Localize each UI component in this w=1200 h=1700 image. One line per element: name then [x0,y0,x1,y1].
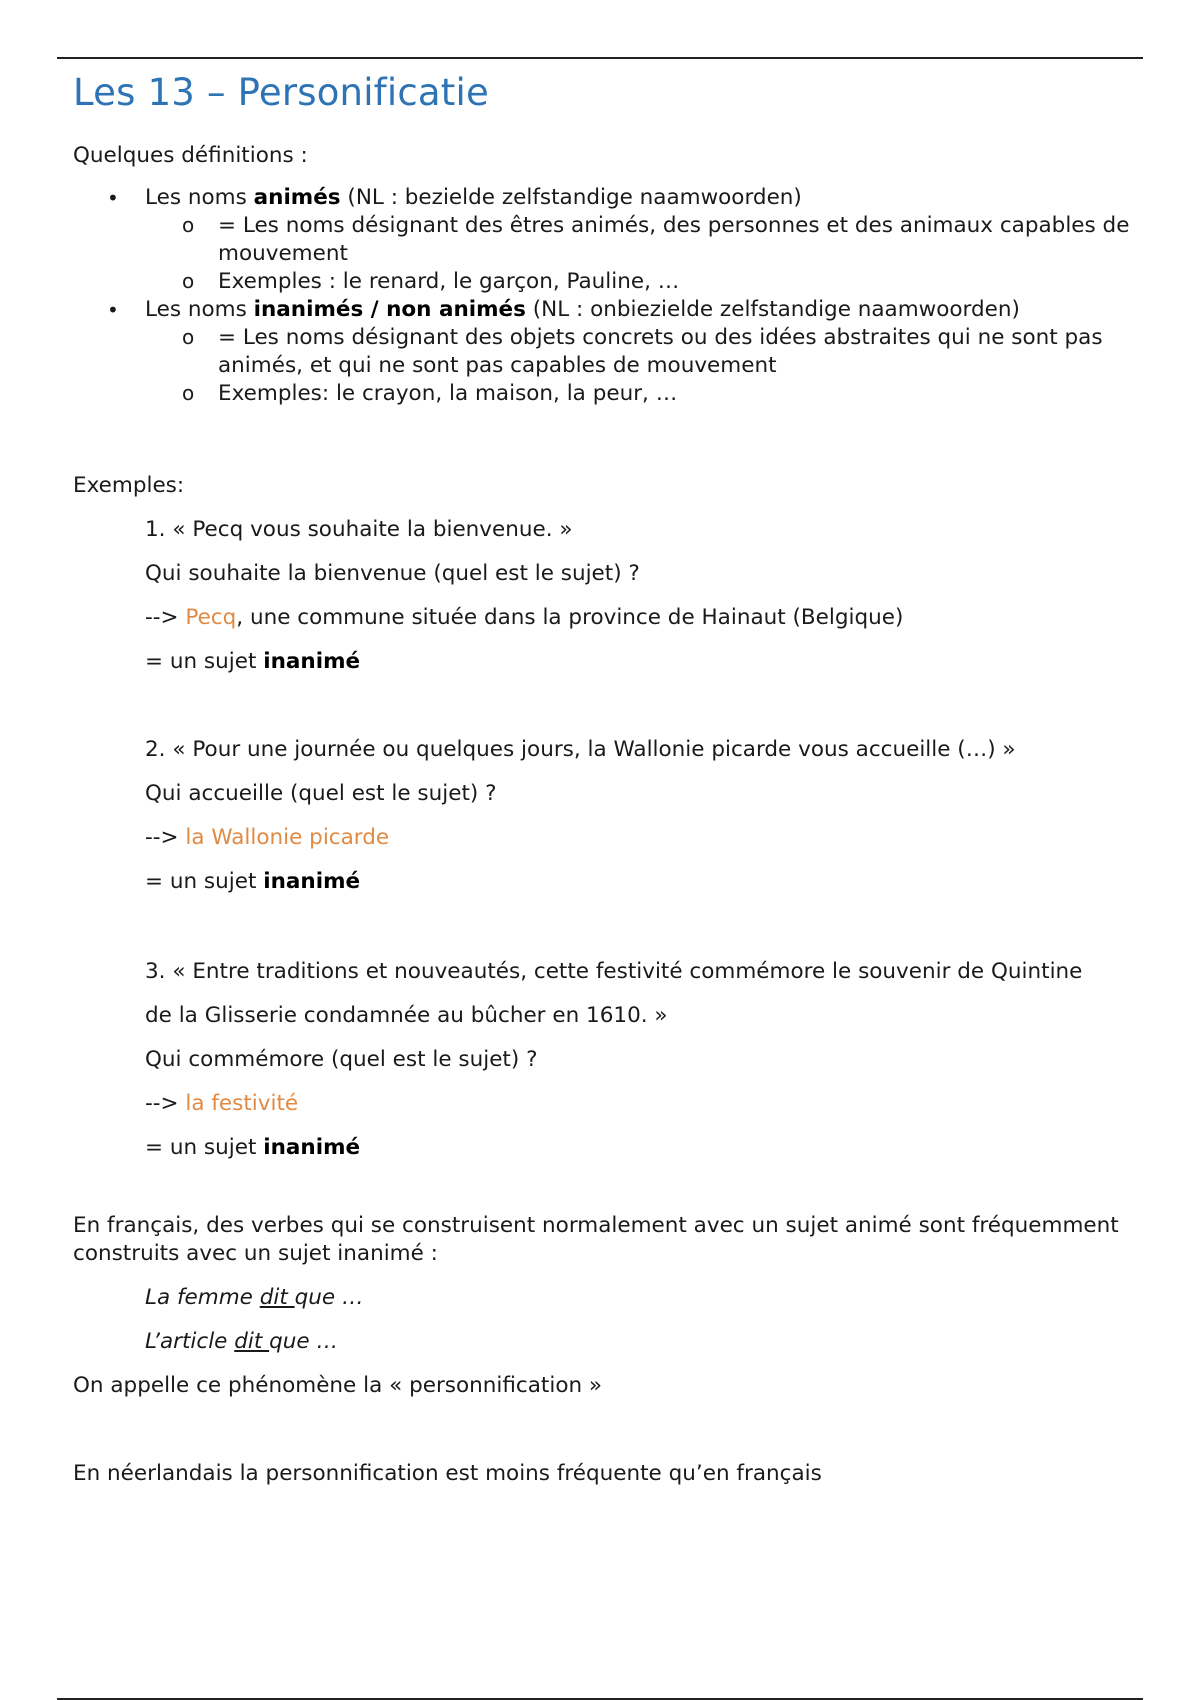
example-quote: 3. « Entre traditions et nouveautés, cette festivité commémore le souvenir de Quintine [145,959,1083,984]
example-result: = un sujet inanimé [145,869,361,894]
example-answer: --> Pecq, une commune située dans la province de Hainaut (Belgique) [145,605,904,630]
sub-bullet-icon: o [182,269,195,293]
page-title: Les 13 – Personificatie [73,71,489,114]
example-result: = un sujet inanimé [145,649,361,674]
example-result: = un sujet inanimé [145,1135,361,1160]
example-quote-continued: de la Glisserie condamnée au bûcher en 1610. » [145,1003,668,1028]
example-quote: 1. « Pecq vous souhaite la bienvenue. » [145,517,573,542]
example-question: Qui commémore (quel est le sujet) ? [145,1047,538,1072]
example-2 [73,736,1163,912]
sentence-l-article: L’article dit que … [145,1329,338,1354]
phenomenon-text: On appelle ce phénomène la « personnification » [73,1373,603,1398]
examples-heading: Exemples: [73,473,185,498]
definitions-list [73,184,1163,408]
document-body [73,68,1163,1488]
dutch-note: En néerlandais la personnification est moins fréquente qu’en français [73,1461,822,1486]
definition-inanimes: • Les noms inanimés / non animés (NL : onbiezielde zelfstandige naamwoorden) [107,297,1020,322]
sub-bullet-icon: o [182,325,195,349]
definition-animes-meaning: o = Les noms désignant des êtres animés, des personnes et des animaux capables de mouvement [182,213,1130,266]
example-question: Qui souhaite la bienvenue (quel est le sujet) ? [145,561,640,586]
example-question: Qui accueille (quel est le sujet) ? [145,781,497,806]
sub-bullet-icon: o [182,381,195,405]
example-quote: 2. « Pour une journée ou quelques jours, la Wallonie picarde vous accueille (…) » [145,737,1016,762]
definition-inanimes-examples: o Exemples: le crayon, la maison, la peur, … [182,381,678,406]
french-note: En français, des verbes qui se construisent normalement avec un sujet animé sont fréquemment construits avec un sujet inanimé : [73,1213,1119,1266]
definition-inanimes-meaning: o = Les noms désignant des objets concrets ou des idées abstraites qui ne sont pas animés, et qui ne sont pas capables de mouvement [182,325,1103,378]
definition-animes-examples: o Exemples : le renard, le garçon, Pauline, … [182,269,680,294]
bullet-icon: • [107,298,119,322]
sentence-la-femme: La femme dit que … [145,1285,364,1310]
example-answer: --> la festivité [145,1091,299,1116]
bullet-icon: • [107,186,119,210]
sub-bullet-icon: o [182,213,195,237]
example-3 [73,958,1163,1178]
definition-animes: • Les noms animés (NL : bezielde zelfstandige naamwoorden) [107,185,802,210]
intro-text: Quelques définitions : [73,143,308,168]
example-1 [73,516,1163,692]
example-answer: --> la Wallonie picarde [145,825,390,850]
top-rule [57,57,1143,59]
